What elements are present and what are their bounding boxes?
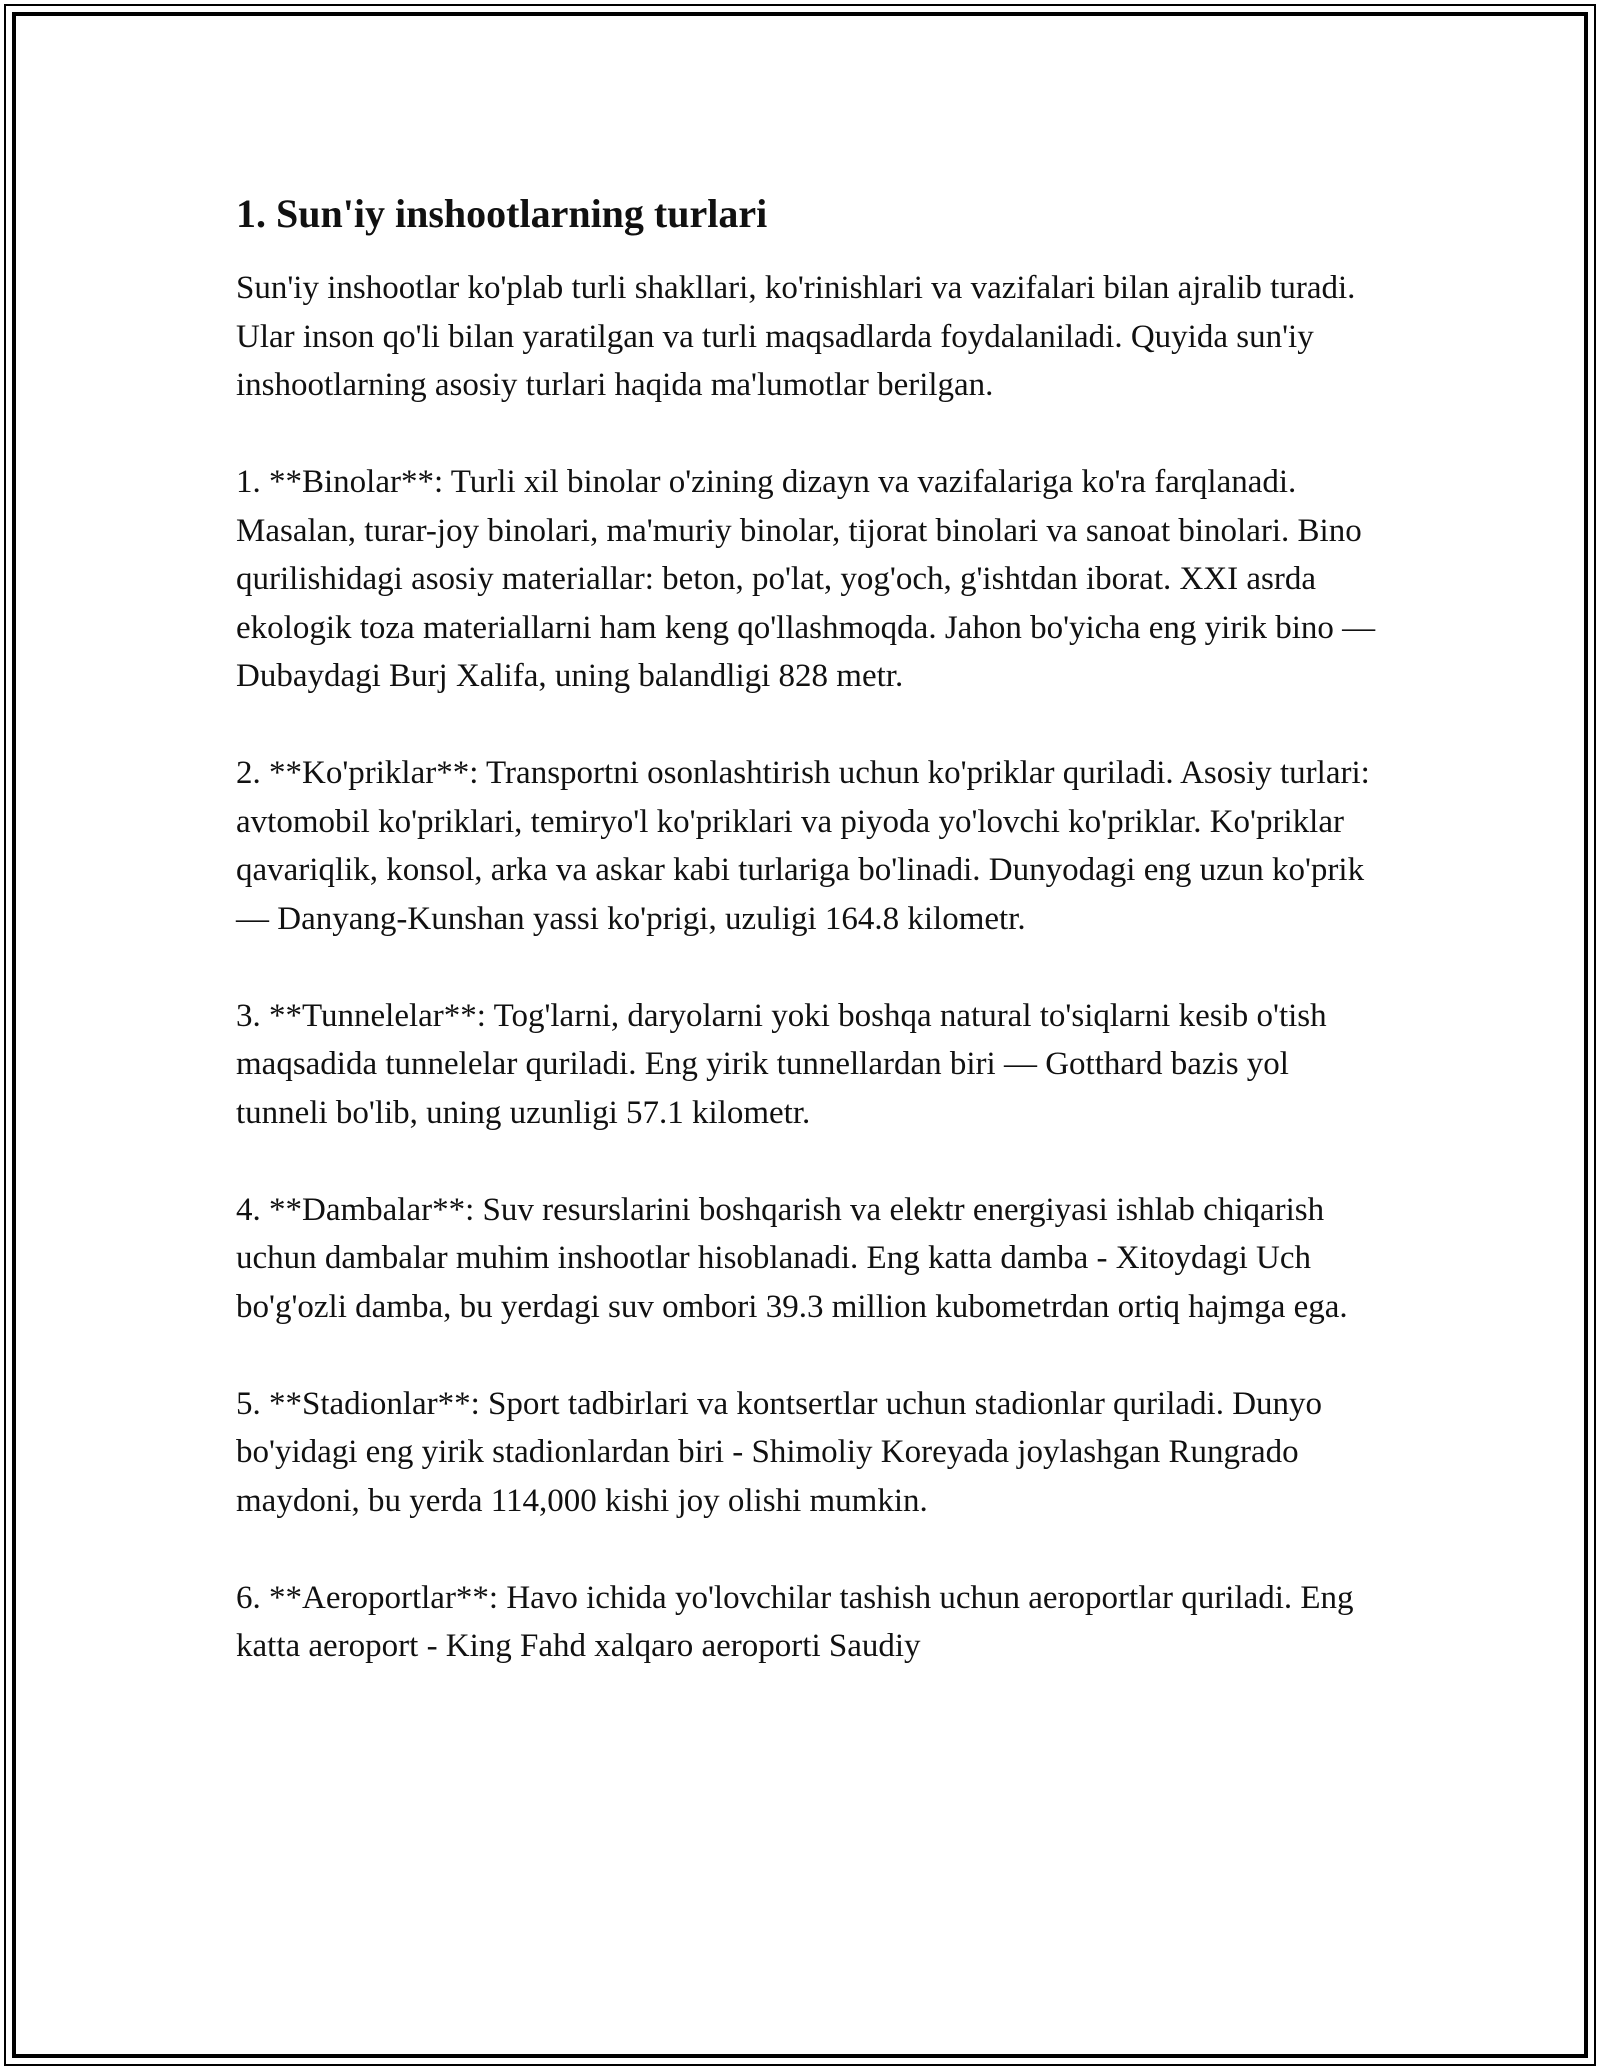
paragraph-aeroportlar: 6. **Aeroportlar**: Havo ichida yo'lovchilar tashish uchun aeroportlar quriladi. Eng katta aeroport - King Fahd xalqaro aeroporti Saudiy: [236, 1579, 1354, 1664]
paragraph-stadionlar: 5. **Stadionlar**: Sport tadbirlari va kontsertlar uchun stadionlar quriladi. Dunyo bo'yidagi eng yirik stadionlardan biri - Shimoliy Koreyada joylashgan Rungrado maydoni, bu yerda 114,000 kishi joy olishi mumkin.: [236, 1385, 1323, 1519]
paragraph-binolar: 1. **Binolar**: Turli xil binolar o'zining dizayn va vazifalariga ko'ra farqlanadi. Masalan, turar-joy binolari, ma'muriy binolar, tijorat binolari va sanoat binolari. Bino qurilishidagi asosiy materiallar: beton, po'lat, yog'och, g'ishtdan iborat. XXI asrda ekologik toza materiallarni ham keng qo'llashmoqda. Jahon bo'yicha eng yirik bino — Dubaydagi Burj Xalifa, uning balandligi 828 metr.: [236, 464, 1376, 694]
intro-paragraph: Sun'iy inshootlar ko'plab turli shakllari, ko'rinishlari va vazifalari bilan ajralib turadi. Ular inson qo'li bilan yaratilgan va turli maqsadlarda foydalaniladi. Quyida sun'iy inshootlarning asosiy turlari haqida ma'lumotlar berilgan.: [236, 270, 1356, 403]
document-body: [236, 186, 1376, 1719]
paragraph-kopriklar: 2. **Ko'priklar**: Transportni osonlashtirish uchun ko'priklar quriladi. Asosiy turlari: avtomobil ko'priklari, temiryo'l ko'priklari va piyoda yo'lovchi ko'priklar. Ko'priklar qavariqlik, konsol, arka va askar kabi turlariga bo'linadi. Dunyodagi eng uzun ko'prik — Danyang-Kunshan yassi ko'prigi, uzuligi 164.8 kilometr.: [236, 755, 1370, 937]
paragraph-tunnelelar: 3. **Tunnelelar**: Tog'larni, daryolarni yoki boshqa natural to'siqlarni kesib o'tish maqsadida tunnelelar quriladi. Eng yirik tunnellardan biri — Gotthard bazis yol tunneli bo'lib, uning uzunligi 57.1 kilometr.: [236, 997, 1327, 1131]
paragraph-dambalar: 4. **Dambalar**: Suv resurslarini boshqarish va elektr energiyasi ishlab chiqarish uchun dambalar muhim inshootlar hisoblanadi. Eng katta damba - Xitoydagi Uch bo'g'ozli damba, bu yerdagi suv ombori 39.3 million kubometrdan ortiq hajmga ega.: [236, 1191, 1348, 1325]
page-title: 1. Sun'iy inshootlarning turlari: [236, 191, 768, 236]
